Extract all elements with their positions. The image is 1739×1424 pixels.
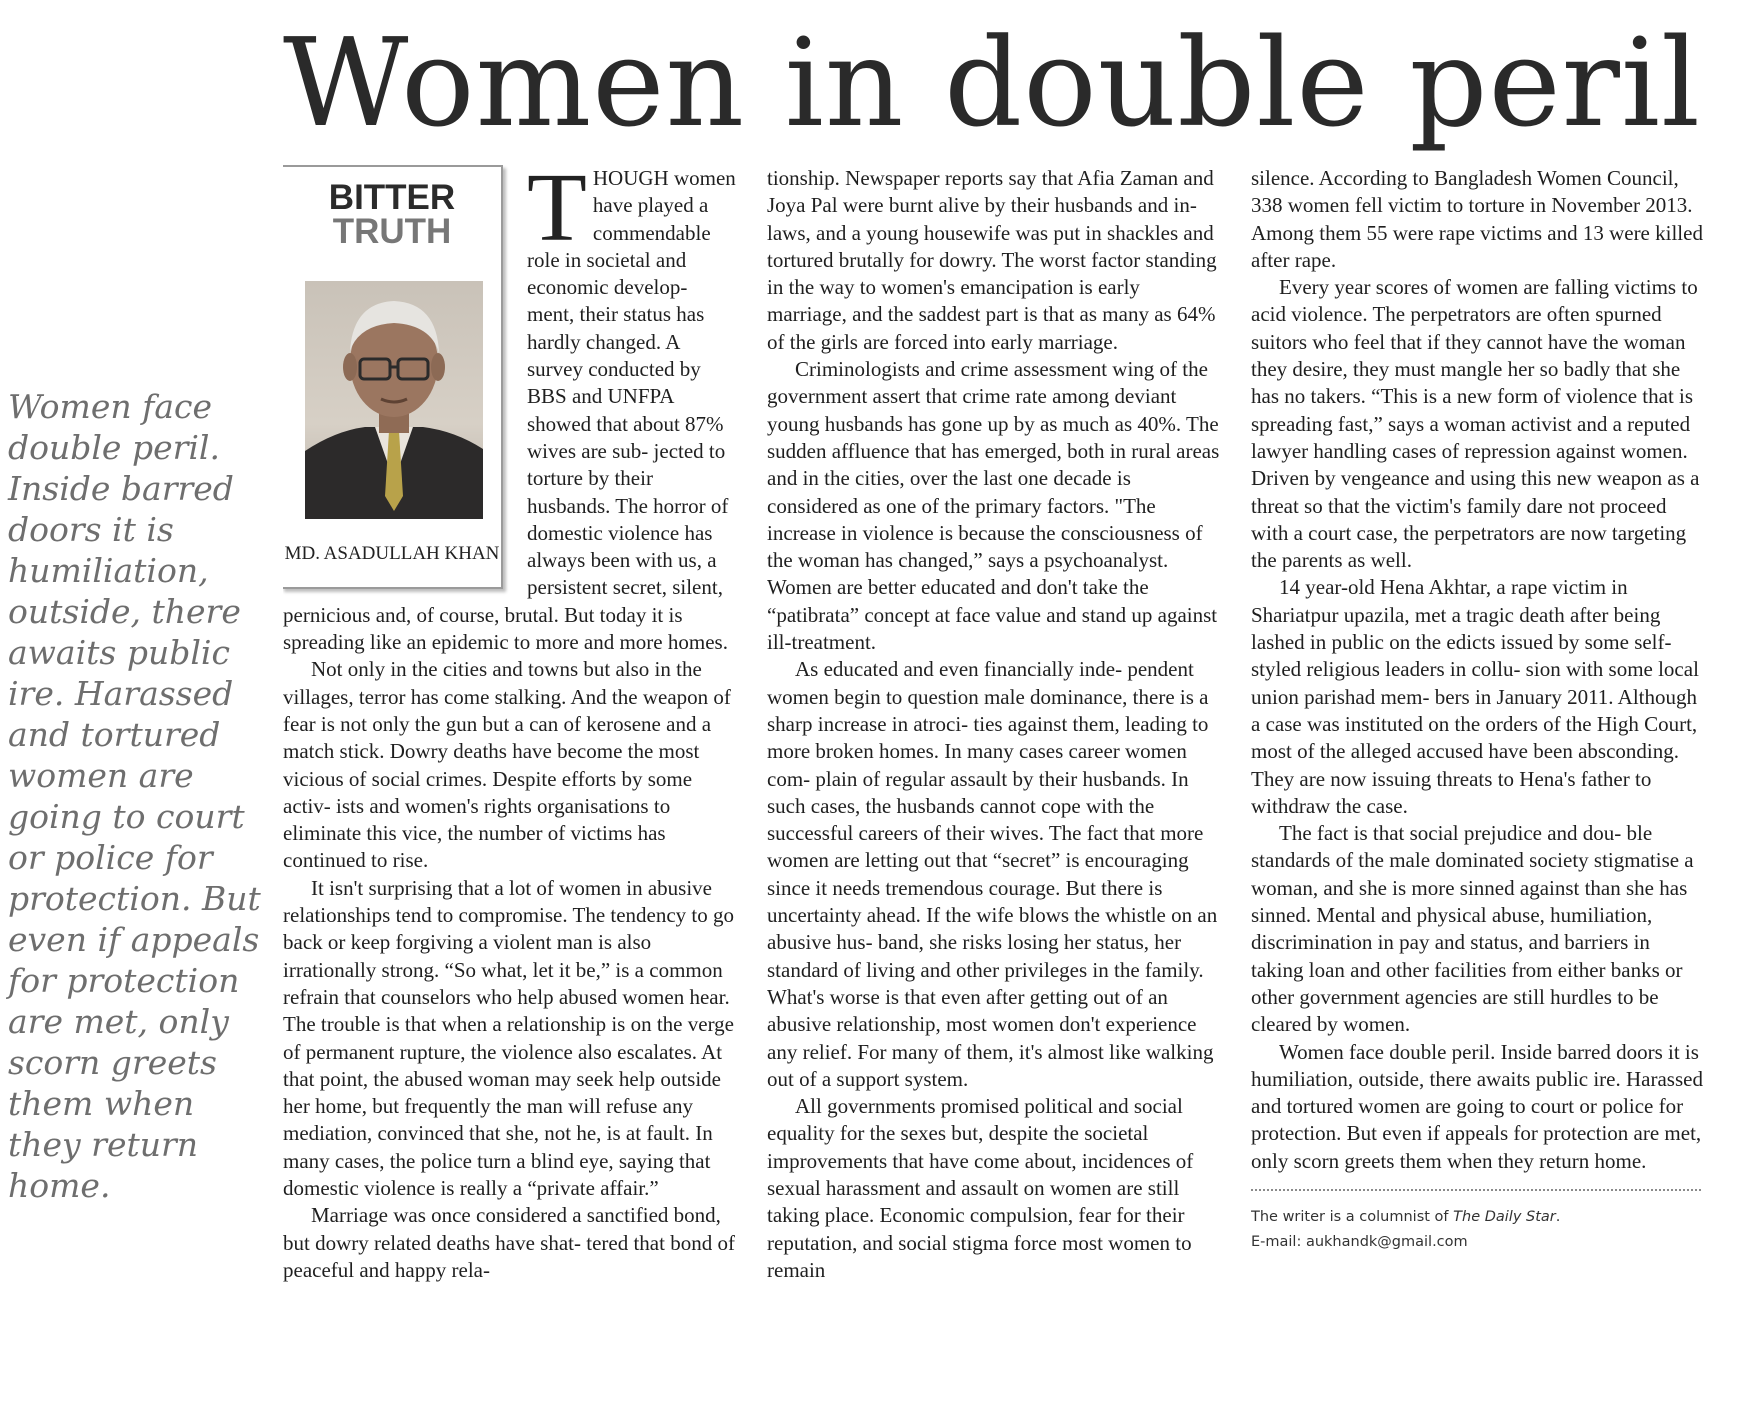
- article-paragraph: HOUGH women have played a commendable role in societal and economic develop- ment, their status has hardly changed. A survey conducted by BBS and UNFPA showed that about 87% wives are sub- jected to torture by their husbands. The horror of domestic violence has always been with us, a persistent secret, silent, pernicious and, of course, brutal. But today it is spreading like an epidemic to more and more homes.: [283, 166, 736, 655]
- author-portrait-image: [305, 281, 483, 519]
- article-column-3: [1251, 165, 1705, 1415]
- footer-separator: [1251, 1189, 1701, 1191]
- author-name: MD. ASADULLAH KHAN: [284, 542, 500, 564]
- article-paragraph: As educated and even financially inde- pendent women begin to question male dominance, there is a sharp increase in atroci- ties against them, leading to more broken homes. In many cases career women com- plain of regular assault by their husbands. In such cases, the husbands cannot cope with the successful careers of their wives. The fact that more women are letting out that “secret” is encouraging since it needs tremendous courage. But there is uncertainty ahead. If the wife blows the whistle on an abusive hus- band, she risks losing her status, her standard of living and other privileges in the family. What's worse is that even after getting out of an abusive relationship, most women don't experience any relief. For many of them, it's almost like walking out of a support system.: [767, 657, 1218, 1091]
- writer-note: [1251, 1205, 1705, 1255]
- article-paragraph: The fact is that social prejudice and dou- ble standards of the male dominated society stigmatise a woman, and she is more sinned against than she has sinned. Mental and physical abuse, humiliation, discrimination in pay and status, and barriers in taking loan and other facilities from either banks or other government agencies are still hurdles to be cleared by women.: [1251, 821, 1694, 1037]
- article-column-2: [767, 165, 1221, 1415]
- article-paragraph: Every year scores of women are falling victims to acid violence. The perpetrators are often spurned suitors who feel that if they cannot have the woman they desire, they must mangle her so badly that she has no takers. “This is a new form of violence that is spreading fast,” says a woman activist and a reputed lawyer handling cases of repression against women. Driven by vengeance and using this new weapon as a threat so that the victim's family dare not proceed with a court case, the perpetrators are now targeting the parents as well.: [1251, 275, 1700, 573]
- column-name-line1: BITTER: [328, 178, 456, 217]
- publication-name: The Daily Star: [1453, 1208, 1556, 1225]
- article-paragraph: 14 year-old Hena Akhtar, a rape victim in Shariatpur upazila, met a tragic death after being lashed in public on the edicts issued by some self-styled religious leaders in collu- sion with some local union parishad mem- bers in January 2011. Although a case was instituted on the orders of the High Court, most of the alleged accused have been absconding. They are now issuing threats to Hena's father to withdraw the case.: [1251, 575, 1699, 818]
- pull-quote: Women face double peril. Inside barred doors it is humiliation, outside, there awaits public ire. Harassed and tortured women are going to court or police for protection. But even if appeals for protection are met, only scorn greets them when they return home.: [8, 387, 261, 1205]
- article-paragraph: Women face double peril. Inside barred doors it is humiliation, outside, there awaits public ire. Harassed and tortured women are going to court or police for protection. But even if appeals for protection are met, only scorn greets them when they return home.: [1251, 1039, 1703, 1173]
- column-name-line2: TRUTH: [332, 212, 452, 251]
- byline-box: [283, 165, 503, 589]
- article-paragraph: Not only in the cities and towns but also in the villages, terror has come stalking. And the weapon of fear is not only the gun but a can of kerosene and a match stick. Dowry deaths have become the most vicious of social crimes. Despite efforts by some activ- ists and women's rights organisations to eliminate this vice, the number of victims has continued to rise.: [283, 657, 731, 873]
- writer-email: E-mail: aukhandk@gmail.com: [1251, 1233, 1468, 1250]
- article-paragraph: Marriage was once considered a sanctified bond, but dowry related deaths have shat- tered that bond of peaceful and happy rela-: [283, 1203, 735, 1282]
- column-name: [283, 178, 501, 251]
- article-paragraph: It isn't surprising that a lot of women in abusive relationships tend to compromise. The tendency to go back or keep forgiving a violent man is also irrationally strong. “So what, let it be,” is a common refrain that counselors who help abused women hear. The trouble is that when a relationship is on the verge of permanent rupture, the violence also escalates. At that point, the abused woman may seek help outside her home, but frequently the man will refuse any mediation, convinced that she, not he, is at fault. In many cases, the police turn a blind eye, saying that domestic violence is really a “private affair.”: [283, 875, 735, 1200]
- article-column-1: [283, 165, 737, 1415]
- headline: Women in double peril: [283, 12, 1702, 154]
- article-paragraph: silence. According to Bangladesh Women Council, 338 women fell victim to torture in November 2013. Among them 55 were rape victims and 13 were killed after rape.: [1251, 166, 1703, 272]
- writer-credit-prefix: The writer is a columnist of: [1251, 1208, 1454, 1225]
- article-paragraph: tionship. Newspaper reports say that Afia Zaman and Joya Pal were burnt alive by their husbands and in-laws, and a young housewife was put in shackles and tortured brutally for dowry. The worst factor standing in the way to women's emancipation is early marriage, and the saddest part is that as many as 64% of the girls are forced into early marriage.: [767, 166, 1217, 354]
- writer-credit-suffix: .: [1555, 1208, 1561, 1225]
- article-paragraph: Criminologists and crime assessment wing of the government assert that crime rate among deviant young husbands has gone up by as much as 40%. The sudden affluence that has emerged, both in rural areas and in the cities, over the last one decade is considered as one of the primary factors. "The increase in violence is because the consciousness of the woman has changed,” says a psychoanalyst. Women are better educated and don't take the “patibrata” concept at face value and stand up against ill-treatment.: [767, 357, 1220, 655]
- author-photo: [305, 281, 483, 519]
- writer-credit: [1251, 1205, 1705, 1230]
- article-paragraph: All governments promised political and social equality for the sexes but, despite the societal improvements that have come about, incidences of sexual harassment and assault on women are still taking place. Economic compulsion, fear for their reputation, and social stigma force most women to remain: [767, 1094, 1194, 1282]
- drop-cap: T: [527, 165, 587, 262]
